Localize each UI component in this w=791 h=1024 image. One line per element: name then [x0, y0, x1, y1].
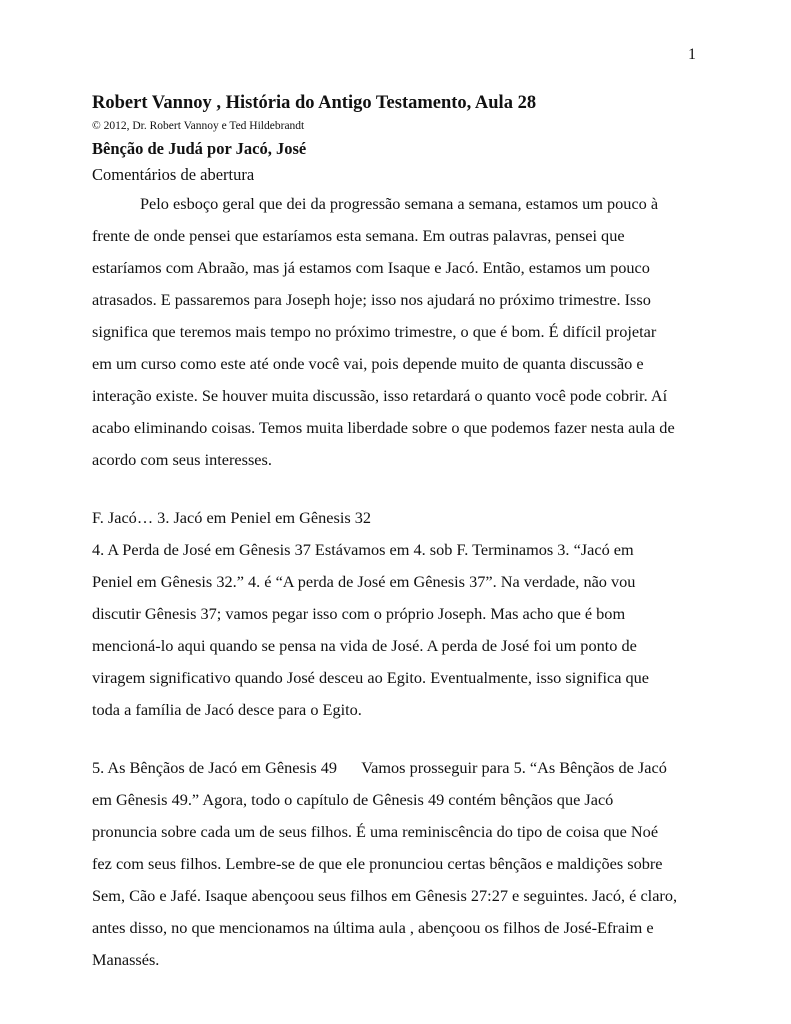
- text-line: Sem, Cão e Jafé. Isaque abençoou seus filhos em Gênesis 27:27 e seguintes. Jacó, é claro,: [92, 886, 678, 905]
- document-title: Robert Vannoy , História do Antigo Testamento, Aula 28: [92, 93, 537, 113]
- text-line: discutir Gênesis 37; vamos pegar isso com o próprio Joseph. Mas acho que é bom: [92, 604, 626, 623]
- lecture-subtitle: Bênção de Judá por Jacó, José: [92, 139, 307, 158]
- text-line: acabo eliminando coisas. Temos muita liberdade sobre o que podemos fazer nesta aula de: [92, 418, 675, 437]
- text-line: antes disso, no que mencionamos na última aula , abençoou os filhos de José-Efraim e: [92, 918, 654, 937]
- text-line: viragem significativo quando José desceu ao Egito. Eventualmente, isso significa que: [92, 668, 650, 687]
- text-line: acordo com seus interesses.: [92, 450, 272, 469]
- paragraph-opening: [92, 188, 712, 476]
- text-line: Pelo esboço geral que dei da progressão semana a semana, estamos um pouco à: [140, 194, 659, 213]
- text-line: interação existe. Se houver muita discussão, isso retardará o quanto você pode cobrir. Aí: [92, 386, 668, 405]
- paragraph-section-5: [92, 752, 712, 976]
- text-line: pronuncia sobre cada um de seus filhos. É uma reminiscência do tipo de coisa que Noé: [92, 822, 659, 841]
- text-line: em um curso como este até onde você vai, pois depende muito de quanta discussão e: [92, 354, 644, 373]
- paragraph-spacer: [92, 726, 712, 752]
- text-line: atrasados. E passaremos para Joseph hoje; isso nos ajudará no próximo trimestre. Isso: [92, 290, 651, 309]
- text-line: 4. A Perda de José em Gênesis 37 Estávamos em 4. sob F. Terminamos 3. “Jacó em: [92, 540, 634, 559]
- text-line: Peniel em Gênesis 32.” 4. é “A perda de José em Gênesis 37”. Na verdade, não vou: [92, 572, 636, 591]
- text-line: estaríamos com Abraão, mas já estamos com Isaque e Jacó. Então, estamos um pouco: [92, 258, 650, 277]
- copyright-notice: © 2012, Dr. Robert Vannoy e Ted Hildebrandt: [92, 120, 305, 132]
- text-line: 5. As Bênçãos de Jacó em Gênesis 49 Vamos prosseguir para 5. “As Bênçãos de Jacó: [92, 758, 667, 777]
- text-line: significa que teremos mais tempo no próximo trimestre, o que é bom. É difícil projetar: [92, 322, 657, 341]
- section-heading-opening: Comentários de abertura: [92, 165, 255, 184]
- document-body: [92, 90, 712, 976]
- paragraph-section-f-4: [92, 502, 712, 726]
- outline-heading-f-3: F. Jacó… 3. Jacó em Peniel em Gênesis 32: [92, 508, 372, 527]
- text-line: toda a família de Jacó desce para o Egito.: [92, 700, 362, 719]
- text-line: mencioná-lo aqui quando se pensa na vida de José. A perda de José foi um ponto de: [92, 636, 637, 655]
- text-line: em Gênesis 49.” Agora, todo o capítulo de Gênesis 49 contém bênçãos que Jacó: [92, 790, 614, 809]
- paragraph-spacer: [92, 476, 712, 502]
- page-number: 1: [688, 46, 696, 63]
- text-line: fez com seus filhos. Lembre-se de que ele pronunciou certas bênçãos e maldições sobre: [92, 854, 663, 873]
- text-line: Manassés.: [92, 950, 160, 969]
- text-line: frente de onde pensei que estaríamos esta semana. Em outras palavras, pensei que: [92, 226, 625, 245]
